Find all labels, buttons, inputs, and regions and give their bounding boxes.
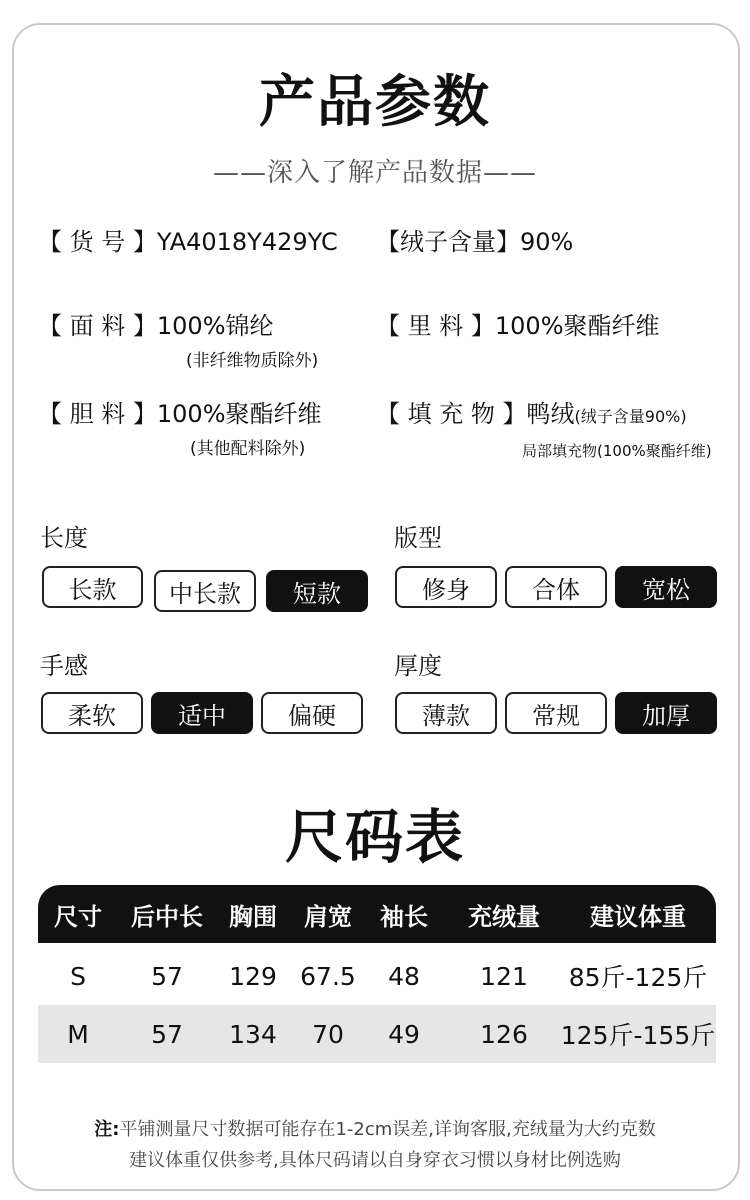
col-header-back-length: 后中长	[131, 902, 203, 931]
option-length-long[interactable]: 长款	[42, 566, 143, 608]
option-thickness-thick[interactable]: 加厚	[615, 692, 717, 734]
footnote-text-1: 平铺测量尺寸数据可能存在1-2cm误差,详询客服,充绒量为大约克数	[119, 1119, 656, 1140]
param-down-content	[376, 222, 573, 257]
option-feel-soft[interactable]: 柔软	[41, 692, 143, 734]
col-header-chest: 胸围	[229, 902, 277, 931]
cell-chest: 134	[229, 1019, 277, 1049]
footnote-label: 注:	[94, 1119, 120, 1140]
param-value-small: (绒子含量90%)	[574, 407, 687, 426]
footnote-line-2	[0, 1146, 750, 1172]
page-subtitle: ——深入了解产品数据——	[212, 158, 537, 188]
col-header-size: 尺寸	[54, 902, 102, 931]
param-value: 100%聚酯纤维	[156, 400, 322, 428]
param-label: 【 里 料 】	[376, 312, 495, 340]
param-item-no	[38, 222, 338, 257]
col-header-sleeve: 袖长	[380, 902, 428, 931]
param-lining	[376, 306, 660, 341]
footnote-text-2: 建议体重仅供参考,具体尺码请以自身穿衣习惯以身材比例选购	[129, 1150, 621, 1171]
attr-fit-title: 版型	[394, 524, 442, 552]
table-row	[38, 1005, 716, 1063]
param-filling-note: 局部填充物(100%聚酯纤维)	[522, 442, 712, 460]
param-value: 100%聚酯纤维	[494, 312, 660, 340]
param-label: 【绒子含量】	[376, 228, 520, 256]
param-fabric-note: (非纤维物质除外)	[186, 351, 319, 371]
cell-back-length: 57	[151, 961, 183, 991]
cell-back-length: 57	[151, 1019, 183, 1049]
param-label: 【 胆 料 】	[38, 400, 157, 428]
option-feel-medium[interactable]: 适中	[151, 692, 253, 734]
option-fit-loose[interactable]: 宽松	[615, 566, 717, 608]
cell-sleeve: 48	[388, 961, 420, 991]
option-length-mid[interactable]: 中长款	[154, 570, 256, 612]
param-filling	[376, 394, 687, 429]
option-thickness-regular[interactable]: 常规	[505, 692, 607, 734]
cell-shoulder: 70	[312, 1019, 344, 1049]
param-label: 【 填 充 物 】	[376, 400, 527, 428]
col-header-fill-weight: 充绒量	[468, 902, 540, 931]
param-label: 【 货 号 】	[38, 228, 157, 256]
option-feel-hard[interactable]: 偏硬	[261, 692, 363, 734]
attr-length-title: 长度	[40, 524, 88, 552]
cell-recommended-weight: 85斤-125斤	[568, 963, 708, 992]
col-header-shoulder: 肩宽	[304, 902, 352, 931]
option-fit-regular[interactable]: 合体	[505, 566, 607, 608]
size-chart-title: 尺码表	[284, 803, 465, 871]
table-row	[38, 947, 716, 1005]
cell-chest: 129	[229, 961, 277, 991]
cell-sleeve: 49	[388, 1019, 420, 1049]
option-length-short[interactable]: 短款	[266, 570, 368, 612]
option-thickness-thin[interactable]: 薄款	[395, 692, 497, 734]
cell-size: S	[70, 961, 86, 991]
param-fabric	[38, 306, 274, 341]
attr-feel-title: 手感	[40, 652, 88, 680]
param-inner-note: (其他配料除外)	[190, 439, 306, 459]
cell-fill-weight: 126	[480, 1019, 528, 1049]
option-fit-slim[interactable]: 修身	[395, 566, 497, 608]
page-title: 产品参数	[259, 70, 491, 135]
param-inner	[38, 394, 322, 429]
cell-fill-weight: 121	[480, 961, 528, 991]
footnote-line-1	[0, 1115, 750, 1141]
cell-recommended-weight: 125斤-155斤	[560, 1021, 716, 1050]
attr-thickness-title: 厚度	[394, 652, 442, 680]
col-header-recommended-weight: 建议体重	[590, 902, 686, 931]
param-value: 鸭绒	[526, 400, 575, 428]
size-table-header	[38, 885, 716, 943]
param-value: 90%	[520, 228, 574, 256]
cell-shoulder: 67.5	[300, 961, 356, 991]
param-label: 【 面 料 】	[38, 312, 157, 340]
param-value: 100%锦纶	[156, 312, 274, 340]
cell-size: M	[67, 1019, 89, 1049]
param-value: YA4018Y429YC	[156, 228, 338, 256]
